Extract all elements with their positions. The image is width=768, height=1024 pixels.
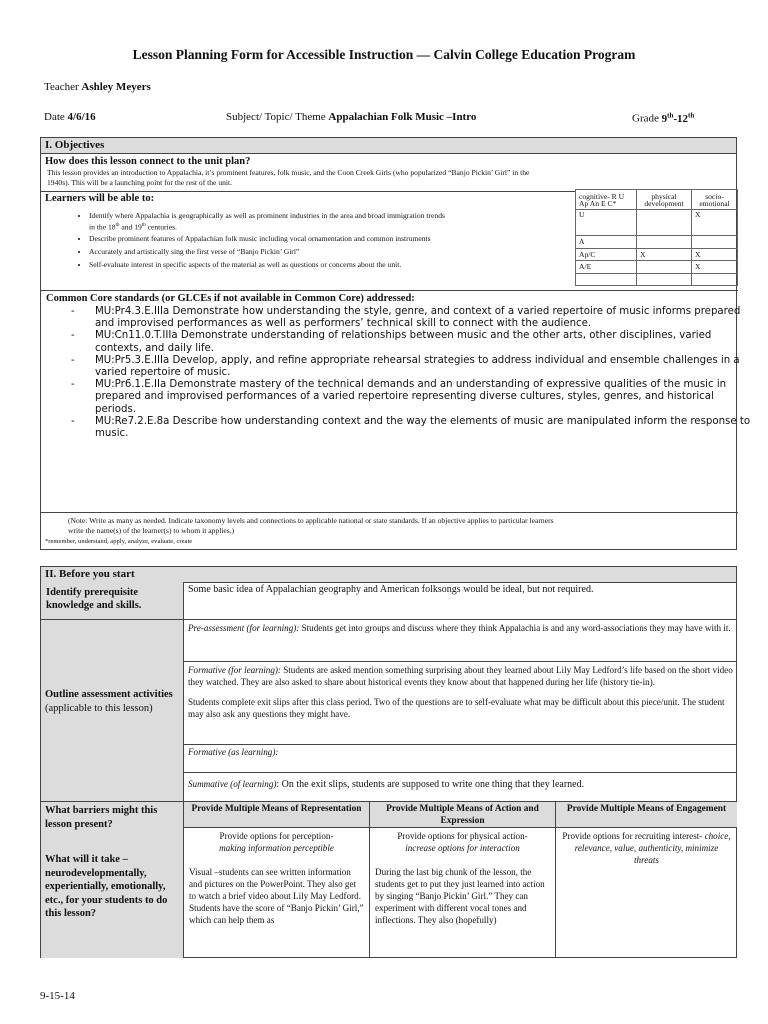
assessment-label-cell — [41, 620, 184, 802]
list-item: - MU:Pr6.1.E.IIa Demonstrate mastery of the technical demands and an understanding of expressive qualities of the music in prepared and improvised performances of a varied repertoire representing diverse cultures, styles, genres, and historical periods. — [91, 379, 751, 416]
subject-value: Appalachian Folk Music –Intro — [328, 111, 477, 123]
matrix-cell — [576, 273, 637, 286]
subject-label: Subject/ Topic/ Theme — [226, 111, 326, 123]
action-expression-options: Provide options for physical action- increase options for interaction — [397, 831, 528, 853]
taxonomy-matrix — [575, 189, 738, 286]
grade-label: Grade — [632, 112, 659, 125]
assessment-label: Outline assessment activities — [45, 689, 173, 700]
matrix-cell: X — [692, 261, 738, 274]
prereq-text: Some basic idea of Appalachian geography and American folksongs would be ideal, but not required. — [184, 582, 737, 620]
assessment-sublabel: (applicable to this lesson) — [45, 702, 153, 714]
col-header-social: socio- emotional — [692, 190, 738, 210]
unit-connect-answer: This lesson provides an introduction to Appalachia, it’s prominent features, folk music, and the Coon Creek Girls (who popularized “Banjo Pickin’ Girl” in the 1940s). This will be a launching point for the rest of the unit. — [47, 168, 530, 187]
col-header-cognitive: cognitive- R U Ap An E C* — [576, 190, 637, 210]
date-label: Date — [44, 111, 65, 123]
date-line — [44, 111, 96, 123]
col-header-engagement: Provide Multiple Means of Engagement — [556, 802, 737, 828]
matrix-cell: X — [637, 248, 692, 261]
before-you-start-section — [40, 566, 737, 958]
date-value: 4/6/16 — [67, 111, 96, 123]
grade-value: 9th-12th — [661, 111, 695, 125]
matrix-cell: Ap/C — [576, 248, 637, 261]
learners-heading: Learners will be able to: — [45, 193, 155, 204]
matrix-cell — [637, 261, 692, 274]
taxonomy-footnote: *remember, understand, apply, analyze, evaluate, create — [45, 538, 193, 545]
representation-options: Provide options for perception- making information perceptible — [219, 831, 334, 853]
matrix-cell — [637, 210, 692, 236]
matrix-cell — [637, 236, 692, 249]
col-header-action-expression: Provide Multiple Means of Action and Expression — [370, 802, 556, 828]
teacher-label: Teacher — [44, 81, 79, 93]
requirements-question: What will it take – neurodevelopmentally, experientially, emotionally, etc., for your students to do this lesson? — [45, 854, 168, 919]
col-header-representation: Provide Multiple Means of Representation — [184, 802, 370, 828]
matrix-cell — [692, 236, 738, 249]
objectives-heading: I. Objectives — [41, 138, 736, 154]
representation-body: Visual –students can see written information and pictures on the PowerPoint. They also get to watch a brief video about Lily May Ledford. Students have the score of “Banjo Pickin’ Girl,” which can help them as — [189, 867, 364, 925]
engagement-cell: Provide options for recruiting interest- choice, relevance, value, authenticity, minimize threats — [562, 831, 731, 865]
list-item: • Describe prominent features of Appalachian folk music including vocal ornamentation and common instruments — [89, 234, 567, 244]
list-item: • Self-evaluate interest in specific aspects of the material as well as questions or concerns about the unit. — [89, 260, 567, 270]
summative-assessment: Summative (of learning): On the exit slips, students are supposed to write one thing that they learned. — [184, 773, 737, 802]
matrix-cell: X — [692, 248, 738, 261]
matrix-cell: U — [576, 210, 637, 236]
grade-line — [632, 111, 694, 125]
action-expression-body: During the last big chunk of the lesson, the students get to put they just learned into action by singing “Banjo Pickin’ Girl.” They can experiment with different vocal tones and inflections. They also (hopefully) — [375, 867, 545, 925]
teacher-name: Ashley Meyers — [81, 81, 151, 93]
col-header-physical: physical development — [637, 190, 692, 210]
objectives-list — [41, 211, 567, 271]
page-title: Lesson Planning Form for Accessible Instruction — Calvin College Education Program — [132, 47, 636, 62]
before-heading: II. Before you start — [41, 567, 736, 583]
matrix-cell — [692, 273, 738, 286]
list-item: - MU:Re7.2.E.8a Describe how understanding context and the way the elements of music are manipulated inform the response to music. — [91, 416, 751, 440]
barriers-question: What barriers might this lesson present? — [45, 805, 158, 830]
representation-cell — [184, 828, 370, 958]
matrix-cell — [637, 273, 692, 286]
list-item: • Identify where Appalachia is geographically as well as prominent industries in the area and broad immigration trends in the 18th and 19th centuries. — [89, 211, 567, 233]
list-item: - MU:Pr4.3.E.IIIa Demonstrate how understanding the style, genre, and context of a varied repertoire of music informs prepared and improvised performances as well as performers’ technical skill to connect with the audience. — [91, 306, 751, 330]
objectives-section — [40, 137, 751, 550]
matrix-cell: A/E — [576, 261, 637, 274]
pre-assessment: Pre-assessment (for learning): Students get into groups and discuss where they think Appalachia is and any word-associations they may have with it. — [184, 620, 737, 662]
common-core-heading: Common Core standards (or GLCEs if not available in Common Core) addressed: — [46, 293, 415, 304]
subject-line — [226, 111, 476, 123]
footer-date: 9-15-14 — [40, 990, 75, 1002]
matrix-cell: X — [692, 210, 738, 236]
common-core-list — [63, 306, 751, 440]
prereq-label: Identify prerequisite knowledge and skills. — [41, 582, 184, 620]
teacher-line — [44, 81, 151, 93]
matrix-cell: A — [576, 236, 637, 249]
unit-connect-question: How does this lesson connect to the unit plan? — [45, 156, 251, 167]
list-item: - MU:Pr5.3.E.IIIa Develop, apply, and refine appropriate rehearsal strategies to address individual and ensemble challenges in a varied repertoire of music. — [91, 355, 751, 379]
action-expression-cell — [370, 828, 556, 958]
list-item: • Accurately and artistically sing the first verse of “Banjo Pickin’ Girl” — [89, 247, 567, 257]
barriers-cell — [41, 802, 184, 958]
objectives-note: (Note: Write as many as needed. Indicate taxonomy levels and connections to applicable national or state standards. If an objective applies to particular learners write the name(s) of the learner(s) to whom it applies.) — [68, 516, 554, 535]
formative-for-learning: Formative (for learning): Students are asked mention something surprising about they learned about Lily May Ledford’s life based on the short video they watched. They are also asked to share about historical events they know about that happened during her life (history tie-in). Students complete exit slips after this class period. Two of the questions are to self-evaluate what may be difficult about this piece/unit. The student may also ask any questions they might have. — [184, 662, 737, 745]
formative-as-learning: Formative (as learning): — [184, 745, 737, 773]
list-item: - MU:Cn11.0.T.IIIa Demonstrate understanding of relationships between music and the other arts, other disciplines, varied contexts, and daily life. — [91, 330, 751, 354]
